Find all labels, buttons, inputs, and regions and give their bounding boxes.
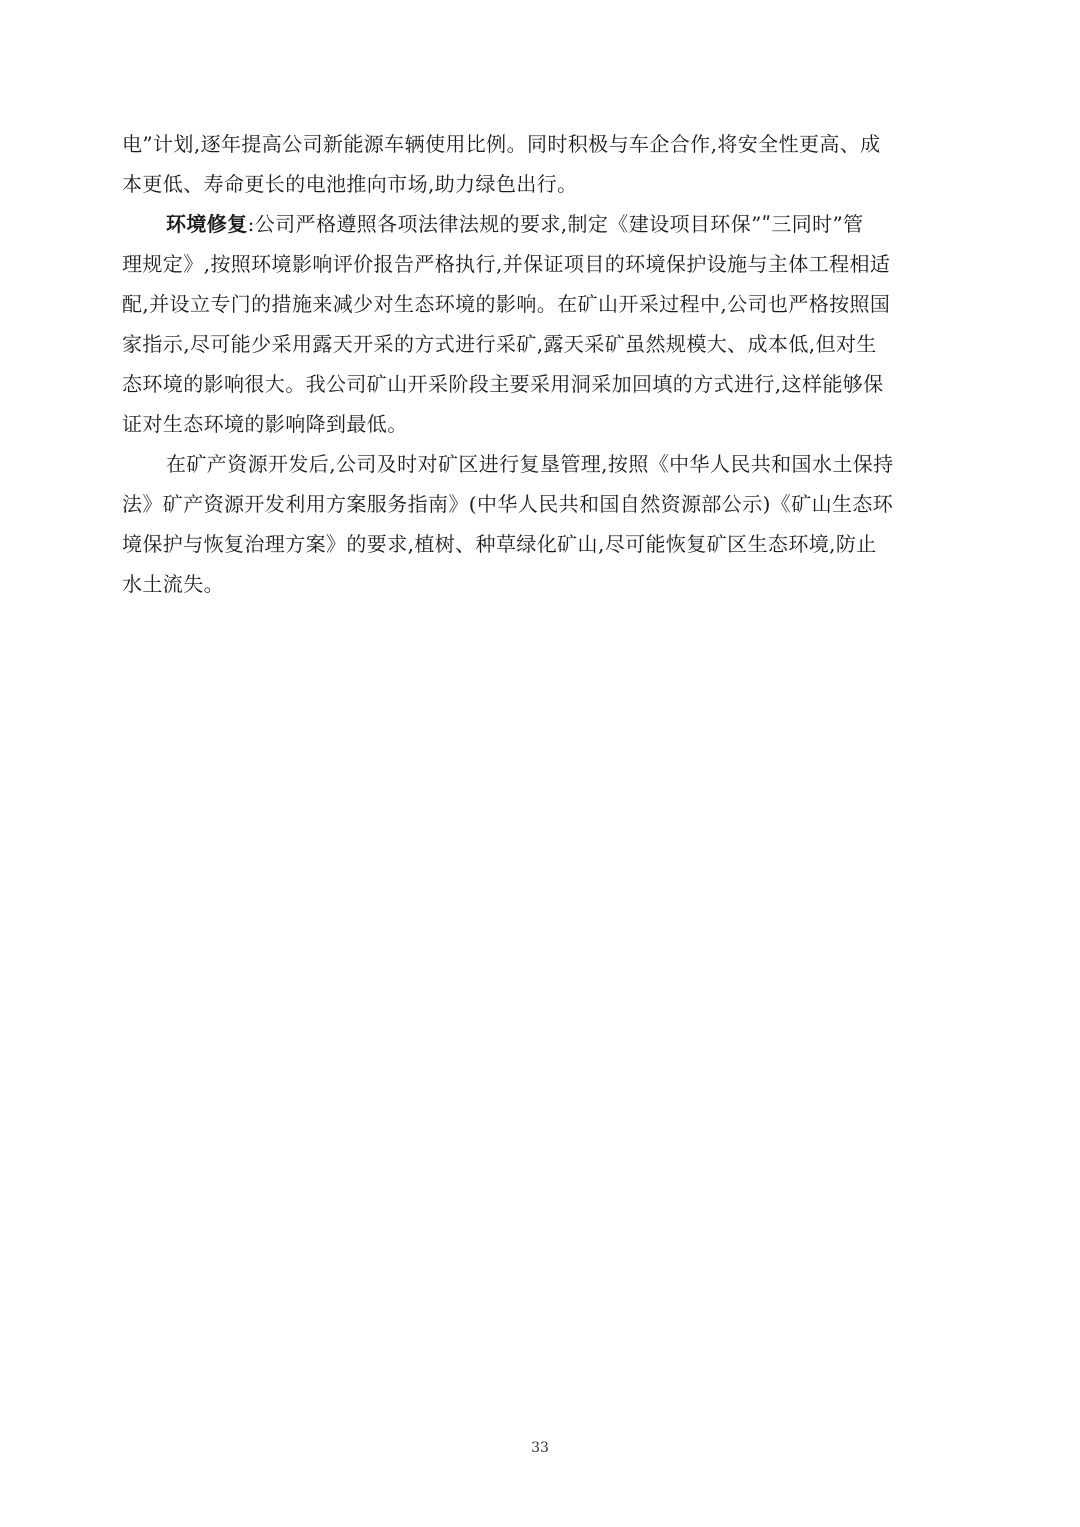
text-line: 本更低、寿命更长的电池推向市场,助力绿色出行。 [122, 172, 578, 196]
page-number: 33 [531, 1440, 549, 1456]
text-line: 境保护与恢复治理方案》的要求,植树、种草绿化矿山,尽可能恢复矿区生态环境,防止 [122, 532, 877, 556]
paragraph-environment-restoration [122, 204, 958, 444]
text-line: 理规定》,按照环境影响评价报告严格执行,并保证项目的环境保护设施与主体工程相适 [122, 252, 891, 276]
text-span: 公司严格遵照各项法律法规的要求,制定《建设项目环保”ʺ三同时”管 [254, 212, 864, 236]
text-line [122, 204, 958, 244]
paragraph-mine-reclamation [122, 444, 958, 604]
text-line: 水土流失。 [122, 572, 224, 596]
text-line: 法》矿产资源开发利用方案服务指南》(中华人民共和国自然资源部公示)《矿山生态环 [122, 492, 894, 516]
text-line: 家指示,尽可能少采用露天开采的方式进行采矿,露天采矿虽然规模大、成本低,但对生 [122, 332, 877, 356]
page-body [122, 124, 958, 604]
heading-separator: : [247, 212, 255, 236]
text-line: 证对生态环境的影响降到最低。 [122, 412, 408, 436]
text-line: 配,并设立专门的措施来减少对生态环境的影响。在矿山开采过程中,公司也严格按照国 [122, 292, 891, 316]
text-line: 在矿产资源开发后,公司及时对矿区进行复垦管理,按照《中华人民共和国水土保持 [166, 452, 894, 476]
section-heading: 环境修复 [166, 212, 248, 236]
text-line: 态环境的影响很大。我公司矿山开采阶段主要采用洞采加回填的方式进行,这样能够保 [122, 372, 884, 396]
text-line: 电”计划,逐年提高公司新能源车辆使用比例。同时积极与车企合作,将安全性更高、成 [122, 132, 881, 156]
paragraph-continuation [122, 124, 958, 204]
